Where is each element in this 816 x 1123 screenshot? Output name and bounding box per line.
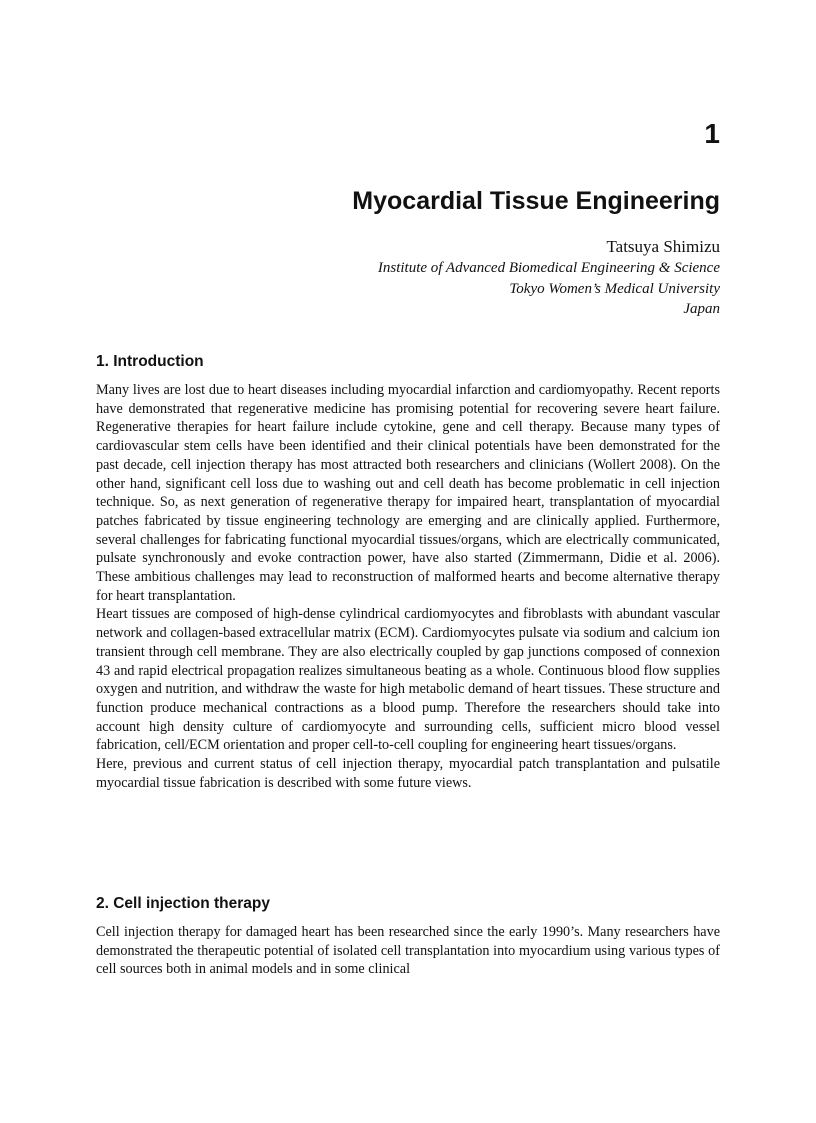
introduction-paragraph: Here, previous and current status of cell injection therapy, myocardial patch transplantation and pulsatile myocardial tissue fabrication is described with some future views. [96,756,720,791]
affiliation-country: Japan [683,301,720,317]
affiliation-university: Tokyo Women’s Medical University [509,280,720,297]
chapter-title: Myocardial Tissue Engineering [352,187,720,215]
affiliation-institute: Institute of Advanced Biomedical Engineering & Science [377,260,720,276]
section-heading-cell-injection: 2. Cell injection therapy [96,895,270,912]
author-name: Tatsuya Shimizu [606,237,720,256]
introduction-paragraph: Heart tissues are composed of high-dense cylindrical cardiomyocytes and fibroblasts with abundant vascular network and collagen-based extracellular matrix (ECM). Cardiomyocytes pulsate via sodium and calcium ion transient through cell membrane. They are also electrically coupled by gap junctions composed of connexion 43 and rapid electrical propagation realizes simultaneous beating as a whole. Continuous blood flow supplies oxygen and nutrition, and withdraw the waste for high metabolic demand of heart tissues. These structure and function produce mechanical contractions as a blood pump. Therefore the researchers should take into account high density culture of cardiomyocyte and surrounding cells, sufficient micro blood vessel fabrication, cell/ECM orientation and proper cell-to-cell coupling for engineering heart tissues/organs. [96,606,720,754]
cell-injection-paragraph: Cell injection therapy for damaged heart has been researched since the early 1990’s. Many researchers have demonstrated the therapeutic potential of isolated cell transplantation into myocardium using various types of cell sources both in animal models and in some clinical [96,924,720,978]
introduction-paragraph: Many lives are lost due to heart diseases including myocardial infarction and cardiomyopathy. Recent reports have demonstrated that regenerative medicine has promising potential for recovering severe heart failure. Regenerative therapies for heart failure include cytokine, gene and cell therapy. Because many types of cardiovascular stem cells have been identified and their clinical potentials have been demonstrated for the past decade, cell injection therapy has most attracted both researchers and clinicians (Wollert 2008). On the other hand, significant cell loss due to washing out and cell death has become problematic in cell injection technique. So, as next generation of regenerative therapy for impaired heart, transplantation of myocardial patches fabricated by tissue engineering technology are emerging and are clinically applied. Furthermore, several challenges for fabricating functional myocardial tissues/organs, which are electrically communicated, pulsate synchronously and evoke contraction power, have also started (Zimmermann, Didie et al. 2006). These ambitious challenges may lead to reconstruction of malformed hearts and become alternative therapy for heart transplantation. [96,382,720,604]
introduction-body [96,381,720,792]
cell-injection-body [96,923,720,979]
author-block [378,236,720,320]
chapter-number: 1 [704,118,720,149]
section-heading-introduction: 1. Introduction [96,353,204,370]
